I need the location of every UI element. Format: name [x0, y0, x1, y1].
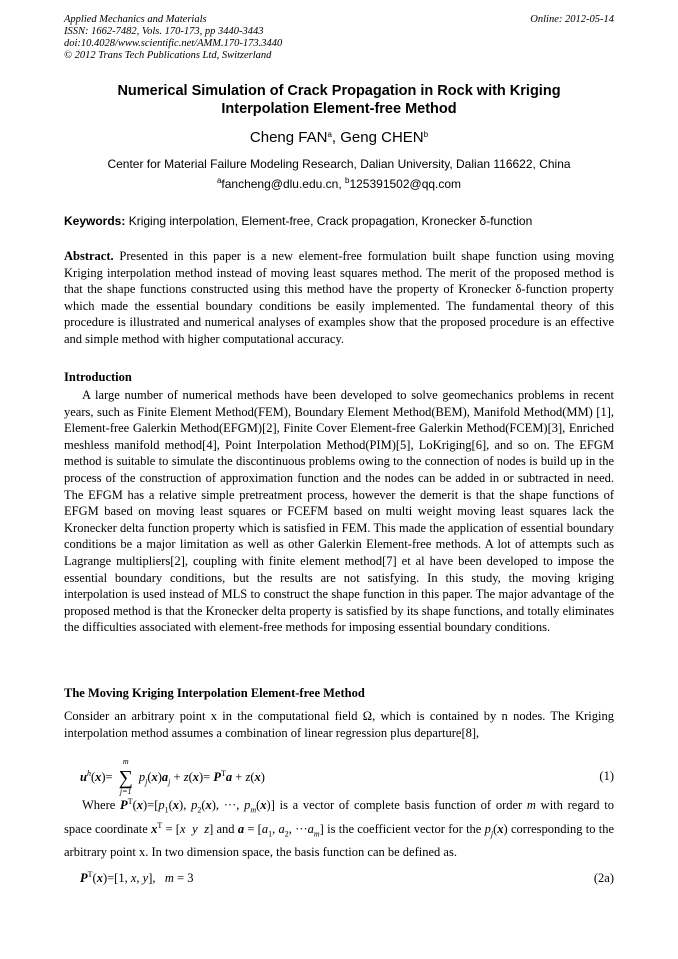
method-text: Consider an arbitrary point x in the computational field Ω, which is contained by n nodes. The Kriging interpolation method assumes a combination of linear regression plus departure[8],	[64, 709, 614, 740]
author-2-mark: b	[423, 130, 429, 139]
abstract	[64, 248, 614, 348]
keywords-text: Kriging interpolation, Element-free, Crack propagation, Kronecker δ-function	[125, 214, 533, 228]
title-line-2: Interpolation Element-free Method	[221, 101, 457, 117]
author-list	[64, 129, 614, 147]
paper-title	[64, 82, 614, 118]
author-separator: ,	[331, 129, 341, 146]
equation-1-number: (1)	[599, 769, 614, 783]
equation-2a-body: $P^T(x)=[1$, x, y], m = 3	[80, 870, 194, 885]
email-line	[64, 177, 614, 191]
email-a: fancheng@dlu.edu.cn,	[221, 177, 345, 191]
abstract-text: Presented in this paper is a new element-free formulation built shape function using moving Kriging interpolation method instead of moving least squares method. The merit of the proposed method is that the shape functions constructed using this method have the property of Kronecker δ-function property which made the essential boundary conditions be easily implemented. The fundamental theory of this procedure is illustrated and numerical analyses of examples show that the proposed procedure is an effective and simple method with higher computational accuracy.	[64, 249, 614, 346]
keywords-label: Keywords:	[64, 214, 126, 228]
coefficient-vector-formula: $a = [a_1$, $a_2$, $\cdot\cdot\cdot a_m$]	[237, 821, 324, 838]
where-text-5: is the coefficient vector for the	[323, 821, 485, 836]
basis-vector-formula: $P^T(x)=[p_1(x)$, $p_2(x)$, ···, $p_m(x)$]	[120, 797, 275, 815]
equation-2a-number: (2a)	[593, 871, 614, 885]
introduction-text: A large number of numerical methods have been developed to solve geomechanics problems in recent years, such as Finite Element Method(FEM), Boundary Element Method(BEM), Manifold Method(MM) [1], Element-free Galerkin Method(EFGM)[2], Finite Cover Element-free Galerkin Method(FCEM)[3], Enriched meshless manifold method[4], Point Interpolation Method(PIM)[5], LoKriging[6], and so on. The EFGM method is suitable to simulate the discontinuous problems owing to the connection of nodes is build up in the process of the construction of approximation function and the nodes can be added in or subtracted in need. The EFGM has a relative simple pretreatment process, however the demerit is that the shape functions of EFGM based on moving least squares or FCEFM based on multi weight moving least squares lack the Kronecker delta function property which is satisfied in FEM. This made the application of essential boundary conditions be a major limitation as well as other Galerkin Element-free methods. A lot of attempts such as Lagrange multipliers[2], coupling with finite element method[7] et al have been developed to impose the essential boundary conditions, but the results are not satisfying. In this study, the moving kriging interpolation is used instead of MLS to construct the shape function in this paper. The major advantage of the proposed method is that the Kronecker delta property is satisfied by its shape functions, and totally eliminates the difficulties associated with element-free methods for imposing essential boundary conditions.	[64, 388, 614, 635]
where-paragraph	[64, 796, 614, 861]
where-text-6: corresponding to the arbitrary point x. In two dimension space, the basis function can be defined as.	[64, 821, 615, 859]
coordinate-vector-formula: $x^T = [x$ y z]	[151, 820, 214, 836]
email-a-mark: a	[216, 176, 222, 185]
affiliation: Center for Material Failure Modeling Research, Dalian University, Dalian 116622, China	[107, 157, 571, 171]
where-text-3: with regard to space coordinate	[64, 798, 614, 836]
method-heading: The Moving Kriging Interpolation Element-free Method	[64, 686, 365, 700]
email-b-mark: b	[345, 176, 350, 185]
author-2: Geng CHEN	[340, 129, 424, 146]
where-text-block: Where $P^T(x)=[p_1(x)$, $p_2(x)$, ···, $p_m(x)$] is a vector of complete basis function of order m with regard to space coordinate $x^T = [x$ y z] and $a = [a_1$, $a_2$, $\cdot\cdot\cdot a_m$] is the coefficient vector for the $p_j(x)$ corresponding to the arbitrary point x. In two dimension space, the basis function can be defined as.	[64, 797, 615, 859]
equation-1-body: $u^h(x)=$ m ∑ j=1 $p_j(x)a_j + z(x)= P^Ta + z(x)$	[80, 757, 265, 796]
email-b: 125391502@qq.com	[349, 177, 462, 191]
online-date: Online: 2012-05-14	[530, 14, 614, 25]
journal-name: Applied Mechanics and Materials	[64, 14, 207, 25]
keywords	[64, 214, 614, 228]
where-text-1: Where	[82, 798, 121, 812]
author-1: Cheng FAN	[249, 129, 328, 146]
title-line-1: Numerical Simulation of Crack Propagation in Rock with Kriging	[117, 83, 561, 99]
introduction-heading: Introduction	[64, 370, 132, 384]
abstract-label: Abstract.	[64, 249, 114, 263]
issn-line: ISSN: 1662-7482, Vols. 170-173, pp 3440-3443	[64, 26, 264, 37]
copyright-line: © 2012 Trans Tech Publications Ltd, Switzerland	[64, 50, 272, 61]
summation-symbol: m ∑ j=1	[118, 757, 133, 796]
where-text-4: and	[213, 821, 238, 836]
journal-header	[64, 14, 282, 62]
doi-line: doi:10.4028/www.scientific.net/AMM.170-173.3440	[64, 38, 283, 49]
author-1-mark: a	[327, 130, 332, 139]
where-text-2: is a vector of complete basis function of order	[274, 798, 527, 812]
pj-formula: $p_j(x)$	[484, 821, 508, 838]
